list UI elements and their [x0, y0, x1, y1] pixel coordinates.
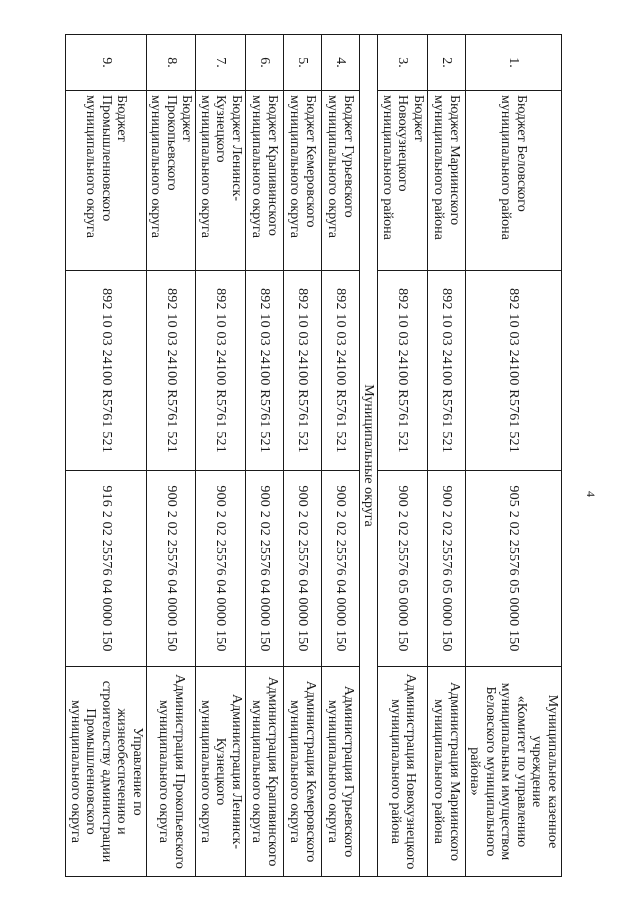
- row-number: 3.: [378, 35, 428, 91]
- administrator-line: Администрация Крапивинского: [265, 676, 280, 867]
- budget-name-line: муниципального округа: [198, 95, 213, 238]
- table-row: [196, 35, 246, 877]
- table-body-after: [66, 35, 360, 877]
- budget-name-line: муниципального округа: [287, 95, 303, 238]
- administrator-cell: [428, 667, 466, 877]
- table-body-before: [378, 35, 562, 877]
- administrator-cell: [196, 667, 246, 877]
- budget-name-line: Кузнецкого: [213, 95, 229, 163]
- budget-name-line: муниципального района: [380, 95, 395, 240]
- expense-code-cell: 892 10 03 24100 R5761 521: [378, 271, 428, 471]
- administrator-cell: [66, 667, 147, 877]
- administrator-line: Администрация Кемеровского: [303, 680, 318, 863]
- budget-distribution-table: [66, 34, 563, 877]
- administrator-line: муниципального округа: [325, 700, 341, 843]
- budget-name-cell: [147, 91, 197, 271]
- budget-name-line: Бюджет Мариинского: [447, 95, 462, 226]
- administrator-line: муниципального района: [431, 699, 447, 844]
- expense-code-cell: 892 10 03 24100 R5761 521: [147, 271, 197, 471]
- table-row: [428, 35, 466, 877]
- expense-code-cell: 892 10 03 24100 R5761 521: [466, 271, 562, 471]
- budget-name-line: муниципального округа: [148, 95, 164, 238]
- budget-name-line: Прокопьевского: [164, 95, 179, 191]
- budget-name-line: муниципального района: [431, 95, 447, 240]
- budget-name-cell: [246, 91, 284, 271]
- row-number: 4.: [322, 35, 360, 91]
- administrator-cell: [378, 667, 428, 877]
- expense-code-cell: 892 10 03 24100 R5761 521: [284, 271, 322, 471]
- revenue-code-cell: 900 2 02 25576 04 0000 150: [246, 471, 284, 667]
- administrator-line: Администрация Новокузнецкого: [403, 673, 419, 870]
- table-row: [66, 35, 147, 877]
- administrator-line: «Комитет по управлению: [514, 695, 529, 848]
- revenue-code-cell: 900 2 02 25576 05 0000 150: [428, 471, 466, 667]
- row-number: 5.: [284, 35, 322, 91]
- budget-name-cell: [428, 91, 466, 271]
- administrator-line: муниципального округа: [68, 700, 83, 843]
- row-number: 9.: [66, 35, 147, 91]
- budget-name-line: муниципального округа: [249, 95, 265, 238]
- administrator-line: муниципального округа: [287, 700, 303, 843]
- revenue-code-cell: 916 2 02 25576 04 0000 150: [66, 471, 147, 667]
- revenue-code-cell: 900 2 02 25576 04 0000 150: [147, 471, 197, 667]
- expense-code-cell: 892 10 03 24100 R5761 521: [322, 271, 360, 471]
- administrator-line: Промышленновского: [83, 708, 99, 835]
- administrator-cell: [246, 667, 284, 877]
- revenue-code-cell: 900 2 02 25576 04 0000 150: [322, 471, 360, 667]
- revenue-code-cell: 905 2 02 25576 05 0000 150: [466, 471, 562, 667]
- table-row: [284, 35, 322, 877]
- expense-code-cell: 892 10 03 24100 R5761 521: [66, 271, 147, 471]
- budget-name-cell: [196, 91, 246, 271]
- row-number: 7.: [196, 35, 246, 91]
- revenue-code-cell: 900 2 02 25576 04 0000 150: [284, 471, 322, 667]
- budget-name-line: Бюджет Гурьевского: [341, 95, 356, 218]
- expense-code-cell: 892 10 03 24100 R5761 521: [196, 271, 246, 471]
- budget-name-line: Бюджет: [411, 95, 426, 142]
- administrator-cell: [147, 667, 197, 877]
- administrator-line: Управление по жизнеобеспечению и: [114, 708, 145, 835]
- budget-name-cell: [66, 91, 147, 271]
- budget-name-line: Промышленновского: [99, 95, 114, 222]
- administrator-cell: [284, 667, 322, 877]
- administrator-line: муниципального района: [387, 699, 403, 844]
- administrator-line: муниципального округа: [249, 700, 265, 843]
- administrator-line: строительству администрации: [99, 680, 114, 863]
- administrator-line: муниципального округа: [156, 700, 172, 843]
- revenue-code-cell: 900 2 02 25576 05 0000 150: [378, 471, 428, 667]
- administrator-line: Муниципальное казенное учреждение: [529, 694, 560, 849]
- section-row: [360, 35, 379, 877]
- administrator-line: Беловского муниципального района»: [467, 686, 498, 857]
- row-number: 8.: [147, 35, 197, 91]
- table-row: [466, 35, 562, 877]
- budget-name-line: Бюджет: [179, 95, 195, 142]
- administrator-line: муниципального округа: [198, 700, 213, 843]
- row-number: 1.: [466, 35, 562, 91]
- budget-name-line: Бюджет Беловского: [514, 95, 529, 212]
- budget-name-line: муниципального округа: [83, 95, 99, 238]
- section-body: [360, 35, 379, 877]
- page-number: 4: [584, 491, 598, 497]
- budget-name-line: Бюджет Ленинск-: [229, 95, 244, 201]
- administrator-line: муниципальным имуществом: [498, 682, 514, 861]
- budget-name-line: Бюджет Крапивинского: [265, 95, 280, 236]
- budget-name-line: Новокузнецкого: [395, 95, 411, 192]
- budget-name-cell: [322, 91, 360, 271]
- revenue-code-cell: 900 2 02 25576 04 0000 150: [196, 471, 246, 667]
- administrator-line: Администрация Гурьевского: [341, 685, 356, 858]
- budget-name-line: муниципального округа: [325, 95, 341, 238]
- administrator-line: Администрация Ленинск-Кузнецкого: [213, 694, 244, 849]
- expense-code-cell: 892 10 03 24100 R5761 521: [428, 271, 466, 471]
- budget-name-line: Бюджет Кемеровского: [303, 95, 318, 228]
- budget-name-line: Бюджет: [114, 95, 130, 142]
- rotated-table-frame: [70, 34, 562, 876]
- section-title: Муниципальные округа: [360, 35, 379, 877]
- administrator-cell: [466, 667, 562, 877]
- administrator-line: Администрация Прокопьевского: [171, 674, 187, 869]
- budget-name-cell: [284, 91, 322, 271]
- row-number: 6.: [246, 35, 284, 91]
- table-row: [378, 35, 428, 877]
- table-row: [322, 35, 360, 877]
- table-row: [246, 35, 284, 877]
- expense-code-cell: 892 10 03 24100 R5761 521: [246, 271, 284, 471]
- budget-name-cell: [466, 91, 562, 271]
- administrator-cell: [322, 667, 360, 877]
- budget-name-line: муниципального района: [498, 95, 514, 240]
- administrator-line: Администрация Мариинского: [447, 681, 462, 862]
- budget-name-cell: [378, 91, 428, 271]
- table-row: [147, 35, 197, 877]
- row-number: 2.: [428, 35, 466, 91]
